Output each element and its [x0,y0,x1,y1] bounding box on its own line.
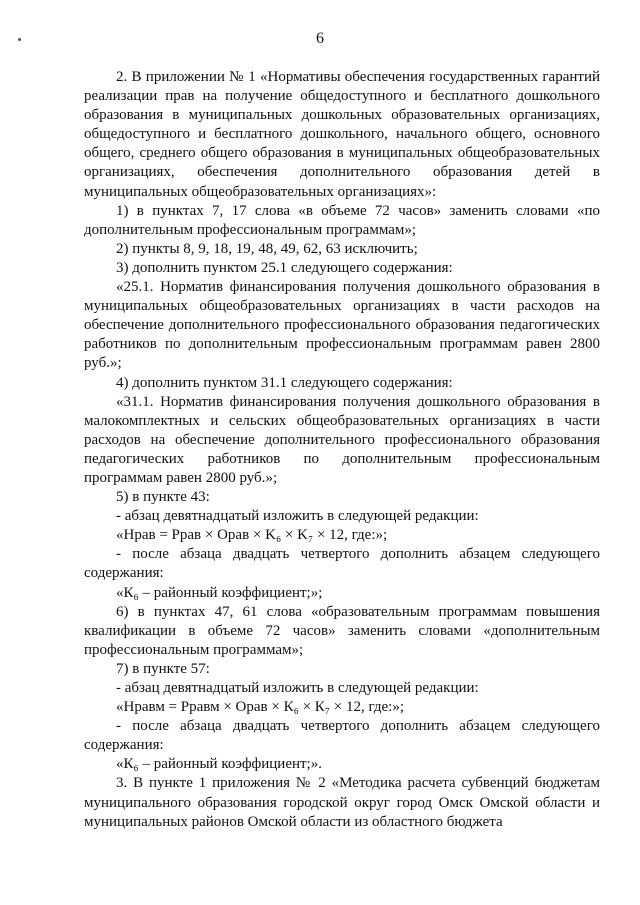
page-number: 6 [316,30,324,47]
paragraph-subitem-6: 6) в пунктах 47, 61 слова «образовательным программам повышения квалификации в объеме 72 часов» заменить словами «дополнительным профессиональным программам»; [84,603,600,658]
paragraph-subitem-1: 1) в пунктах 7, 17 слова «в объеме 72 часов» заменить словами «по дополнительным профессиональным программам»; [84,202,600,238]
paragraph-subitem-3: 3) дополнить пунктом 25.1 следующего содержания: [116,259,453,276]
paragraph-dash-1: - абзац девятнадцатый изложить в следующей редакции: [116,508,479,525]
paragraph-subitem-4: 4) дополнить пунктом 31.1 следующего содержания: [116,374,453,391]
paragraph-dash-3: - абзац девятнадцатый изложить в следующей редакции: [116,680,479,696]
paragraph-point-25-1: «25.1. Норматив финансирования получения дошкольного образования в муниципальных общеобразовательных организациях в части расходов на обеспечение дополнительного профессионального образования педагогических работников по дополнительным профессиональным программам равен 2800 руб.»; [84,279,600,372]
formula-nrab: «Нрав = Ррав × Орав × K₆ × K₇ × 12, где:»; [116,527,388,544]
coefficient-k6-b: «К₆ – районный коэффициент;». [116,756,322,773]
formula-nrabm: «Нравм = Рравм × Орав × К₆ × К₇ × 12, где:»; [116,699,404,716]
paragraph-subitem-5: 5) в пункте 43: [116,489,210,506]
paragraph-subitem-2: 2) пункты 8, 9, 18, 19, 48, 49, 62, 63 исключить; [116,240,418,257]
document-body [84,68,600,832]
paragraph-subitem-7: 7) в пункте 57: [116,660,210,677]
coefficient-k6-a: «К₆ – районный коэффициент;»; [116,584,323,601]
paragraph-point-31-1: «31.1. Норматив финансирования получения дошкольного образования в малокомплектных и сельских общеобразовательных организациях в части расходов на обеспечение дополнительного профессионального образования педагогических работников по дополнительным профессиональным программам равен 2800 руб.»; [84,393,600,486]
paragraph-item-3: 3. В пункте 1 приложения № 2 «Методика расчета субвенций бюджетам муниципального образования городской округ город Омск Омской области и муниципальных районов Омской области из областного бюджета [84,775,600,830]
paragraph-item-2: 2. В приложении № 1 «Нормативы обеспечения государственных гарантий реализации прав на получение общедоступного и бесплатного дошкольного образования в муниципальных дошкольных образовательных организациях, общедоступного и бесплатного дошкольного, начального общего, основного общего, среднего общего образования в муниципальных общеобразовательных организациях, обеспечения дополнительного образования детей в муниципальных общеобразовательных организациях»: [84,69,600,200]
paragraph-dash-2: - после абзаца двадцать четвертого дополнить абзацем следующего содержания: [84,546,600,582]
scan-speck [18,38,21,41]
paragraph-dash-4: - после абзаца двадцать четвертого дополнить абзацем следующего содержания: [84,718,600,754]
